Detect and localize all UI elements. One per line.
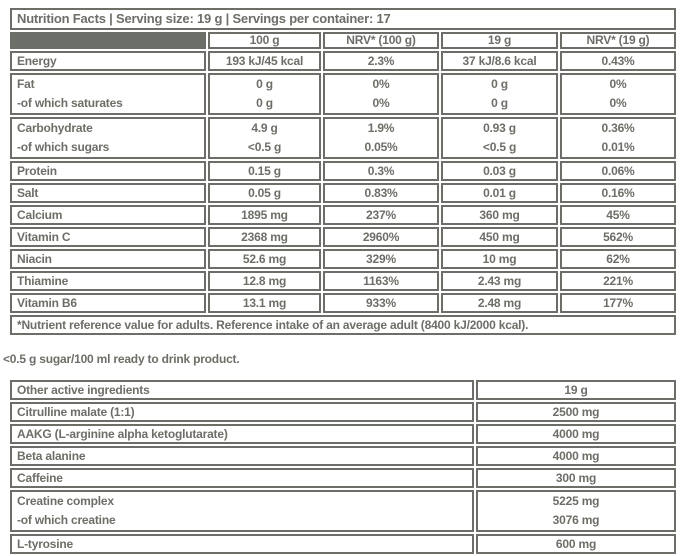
corner-fill-cell (10, 32, 206, 49)
sugar-note: <0.5 g sugar/100 ml ready to drink product. (3, 352, 240, 366)
ingredient-amount: 5225 mg 3076 mg (476, 490, 676, 532)
ingredients-header-label: Other active ingredients (10, 380, 474, 400)
table-row-fat-saturates (10, 73, 676, 115)
value-nrv-19g: 177% (560, 293, 676, 313)
row-label: Salt (10, 183, 206, 203)
ingredient-amount: 300 mg (476, 468, 676, 488)
ingredient-label: Creatine complex -of which creatine (10, 490, 474, 532)
row-label: Calcium (10, 205, 206, 225)
value-100g: 2368 mg (208, 227, 321, 247)
value-nrv-19g: 45% (560, 205, 676, 225)
value-nrv-19g: 562% (560, 227, 676, 247)
table-row-citrulline-malate (10, 402, 676, 422)
value-nrv-19g: 0% 0% (560, 73, 676, 115)
value-19g: 10 mg (441, 249, 558, 269)
row-label: Fat -of which saturates (10, 73, 206, 115)
table-row-creatine-complex (10, 490, 676, 532)
table-row-carbohydrate-sugars (10, 117, 676, 159)
row-label: Thiamine (10, 271, 206, 291)
table-row-protein (10, 161, 676, 181)
ingredient-label: Caffeine (10, 468, 474, 488)
nutrition-facts-table (8, 6, 678, 337)
table-row-calcium (10, 205, 676, 225)
table-row-beta-alanine (10, 446, 676, 466)
value-100g: 52.6 mg (208, 249, 321, 269)
value-nrv-100g: 933% (323, 293, 439, 313)
column-header-row (10, 32, 676, 49)
value-19g: 0.93 g <0.5 g (441, 117, 558, 159)
value-100g: 0.15 g (208, 161, 321, 181)
table-row-l-tyrosine (10, 534, 676, 554)
value-100g: 12.8 mg (208, 271, 321, 291)
value-nrv-19g: 0.43% (560, 51, 676, 71)
ingredient-amount: 600 mg (476, 534, 676, 554)
ingredient-label: AAKG (L-arginine alpha ketoglutarate) (10, 424, 474, 444)
ingredient-amount: 4000 mg (476, 424, 676, 444)
value-nrv-100g: 1163% (323, 271, 439, 291)
ingredient-amount: 2500 mg (476, 402, 676, 422)
ingredients-header-amount: 19 g (476, 380, 676, 400)
value-19g: 2.43 mg (441, 271, 558, 291)
value-19g: 0.03 g (441, 161, 558, 181)
table-row-energy (10, 51, 676, 71)
value-nrv-100g: 237% (323, 205, 439, 225)
row-label: Niacin (10, 249, 206, 269)
value-nrv-19g: 221% (560, 271, 676, 291)
value-100g: 13.1 mg (208, 293, 321, 313)
table-row-vitamin-b6 (10, 293, 676, 313)
row-label: Vitamin B6 (10, 293, 206, 313)
row-label: Vitamin C (10, 227, 206, 247)
value-19g: 37 kJ/8.6 kcal (441, 51, 558, 71)
nutrition-facts-title-row (10, 8, 676, 30)
footnote-row (10, 315, 676, 335)
value-nrv-100g: 1.9% 0.05% (323, 117, 439, 159)
column-header-nrv-100g: NRV* (100 g) (323, 32, 439, 49)
value-nrv-19g: 0.16% (560, 183, 676, 203)
nutrition-facts-title: Nutrition Facts | Serving size: 19 g | Servings per container: 17 (10, 8, 676, 30)
value-nrv-100g: 2.3% (323, 51, 439, 71)
ingredient-label: Citrulline malate (1:1) (10, 402, 474, 422)
value-19g: 450 mg (441, 227, 558, 247)
row-label: Energy (10, 51, 206, 71)
value-nrv-19g: 0.36% 0.01% (560, 117, 676, 159)
table-row-thiamine (10, 271, 676, 291)
row-label: Carbohydrate -of which sugars (10, 117, 206, 159)
value-100g: 0.05 g (208, 183, 321, 203)
table-row-salt (10, 183, 676, 203)
other-active-ingredients-table (8, 378, 678, 556)
value-100g: 0 g 0 g (208, 73, 321, 115)
table-row-aakg (10, 424, 676, 444)
value-nrv-19g: 62% (560, 249, 676, 269)
value-nrv-100g: 0% 0% (323, 73, 439, 115)
value-100g: 193 kJ/45 kcal (208, 51, 321, 71)
value-19g: 0 g 0 g (441, 73, 558, 115)
nrv-footnote: *Nutrient reference value for adults. Reference intake of an average adult (8400 kJ/2000 kcal). (10, 315, 676, 335)
value-19g: 2.48 mg (441, 293, 558, 313)
table-row-caffeine (10, 468, 676, 488)
value-19g: 360 mg (441, 205, 558, 225)
value-100g: 1895 mg (208, 205, 321, 225)
value-nrv-100g: 329% (323, 249, 439, 269)
ingredient-amount: 4000 mg (476, 446, 676, 466)
value-nrv-100g: 2960% (323, 227, 439, 247)
value-nrv-100g: 0.83% (323, 183, 439, 203)
value-19g: 0.01 g (441, 183, 558, 203)
column-header-100g: 100 g (208, 32, 321, 49)
value-100g: 4.9 g <0.5 g (208, 117, 321, 159)
table-row-niacin (10, 249, 676, 269)
column-header-19g: 19 g (441, 32, 558, 49)
column-header-nrv-19g: NRV* (19 g) (560, 32, 676, 49)
ingredients-header-row (10, 380, 676, 400)
table-row-vitamin-c (10, 227, 676, 247)
value-nrv-100g: 0.3% (323, 161, 439, 181)
row-label: Protein (10, 161, 206, 181)
value-nrv-19g: 0.06% (560, 161, 676, 181)
ingredient-label: L-tyrosine (10, 534, 474, 554)
ingredient-label: Beta alanine (10, 446, 474, 466)
